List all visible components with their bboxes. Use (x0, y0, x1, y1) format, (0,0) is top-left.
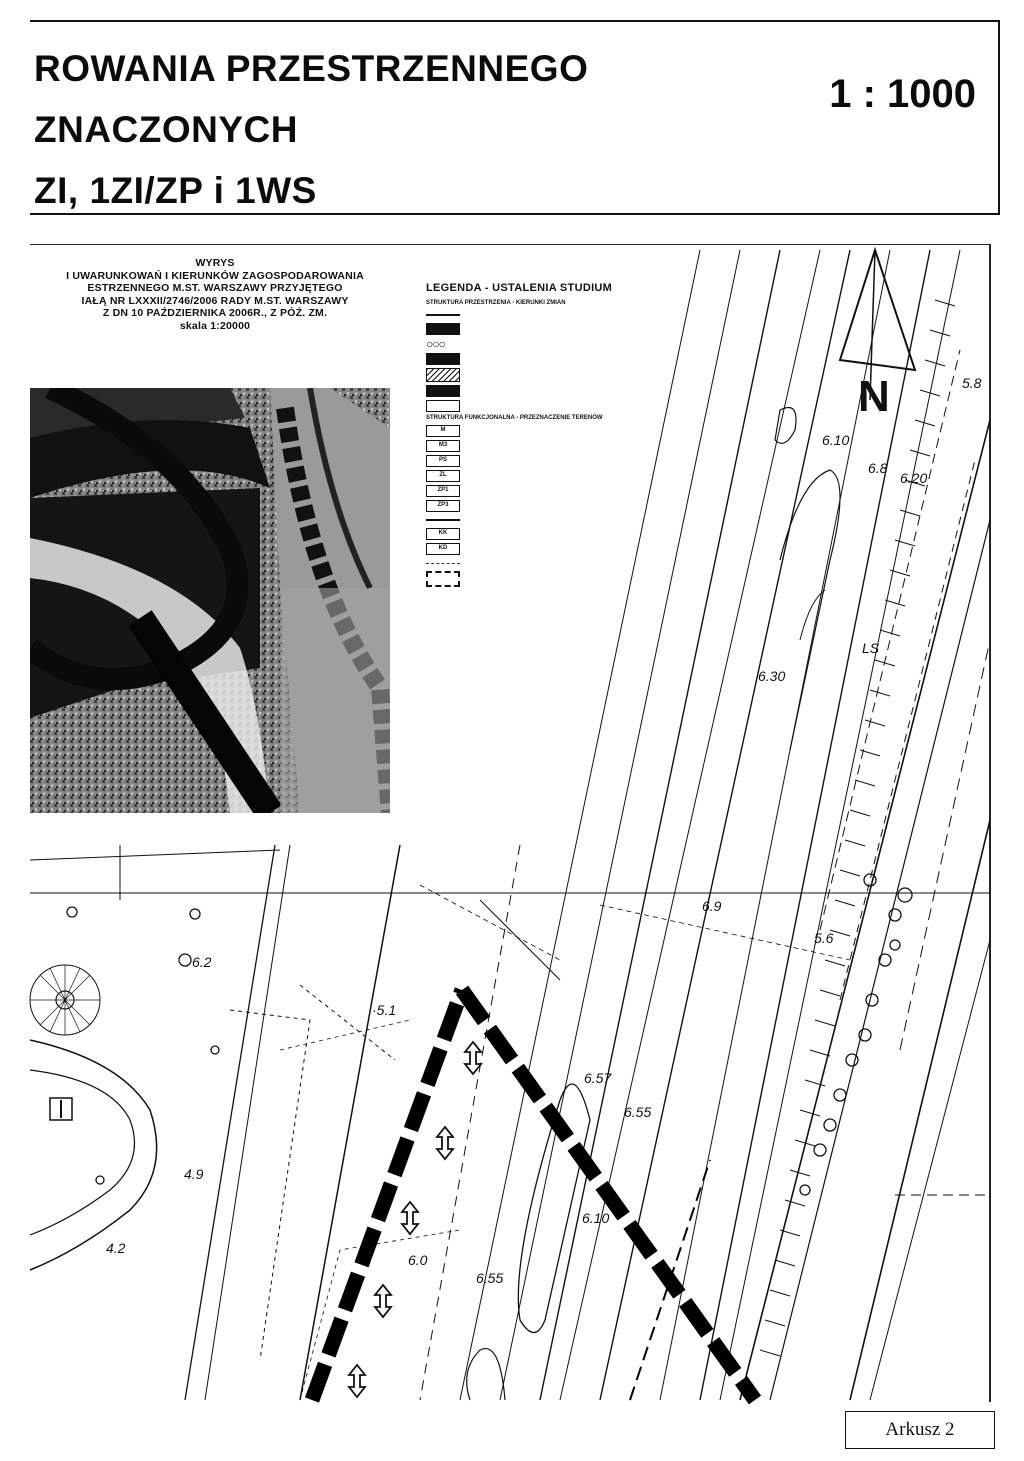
legend-section-2: STRUKTURA FUNKCJONALNA - PRZEZNACZENIE TERENÓW (426, 415, 603, 421)
map-label: 6.10 (822, 432, 850, 448)
legend-circles-symbol: ○○○ (426, 337, 445, 351)
map-label: 6.57 (584, 1070, 612, 1086)
map-label: 5.6 (814, 930, 834, 946)
sheet-label: Arkusz 2 (845, 1411, 995, 1449)
excerpt-line-1: WYRYS (195, 257, 235, 269)
legend-code-box: KD (426, 543, 460, 555)
map-label: 4.2 (106, 1240, 126, 1256)
legend-code-box: ZP1 (426, 485, 460, 497)
map-label: 6.55 (624, 1104, 652, 1120)
legend-section-1: STRUKTURA PRZESTRZENIA - KIERUNKI ZMIAN (426, 300, 566, 306)
excerpt-line-3: ESTRZENNEGO M.ST. WARSZAWY PRZYJĘTEGO (87, 282, 343, 294)
legend-code-box: KK (426, 528, 460, 540)
excerpt-line-6: skala 1:20000 (179, 319, 251, 332)
map-label: 6.9 (702, 898, 722, 914)
map-label: 6.8 (868, 460, 888, 476)
title-line-2: ZNACZONYCH (34, 109, 298, 150)
map-label: 6.2 (192, 954, 212, 970)
legend-title: LEGENDA - USTALENIA STUDIUM (426, 282, 613, 294)
map-label: ·5.1 (372, 1002, 397, 1018)
north-arrow-label: N (858, 372, 890, 421)
map-label: 6.0 (408, 1252, 428, 1268)
legend-code-box: M (426, 425, 460, 437)
map-label: 6.55 (476, 1270, 504, 1286)
map-label: 4.9 (184, 1166, 204, 1182)
map-label: 6.10 (582, 1210, 610, 1226)
title-line-1: ROWANIA PRZESTRZENNEGO (34, 48, 589, 89)
map-scale: 1 : 1000 (829, 72, 976, 116)
legend-code-box: ZL (426, 470, 460, 482)
excerpt-line-2: I UWARUNKOWAŃ I KIERUNKÓW ZAGOSPODAROWANIA (66, 269, 364, 282)
map-label: 5.8 (962, 375, 982, 391)
legend-code-box: ZP3 (426, 500, 460, 512)
map-label: 6.20 (900, 470, 928, 486)
map-label: 6.30 (758, 668, 786, 684)
legend-code-box: PS (426, 455, 460, 467)
title-line-3: ZI, 1ZI/ZP i 1WS (34, 170, 317, 211)
excerpt-line-4: IAŁĄ NR LXXXII/2746/2006 RADY M.ST. WARSZAWY (81, 294, 349, 307)
map-label: LS (862, 640, 880, 656)
legend-code-box: M3 (426, 440, 460, 452)
excerpt-line-5: Z DN 10 PAŹDZIERNIKA 2006R., Z PÓŹ. ZM. (102, 307, 328, 319)
